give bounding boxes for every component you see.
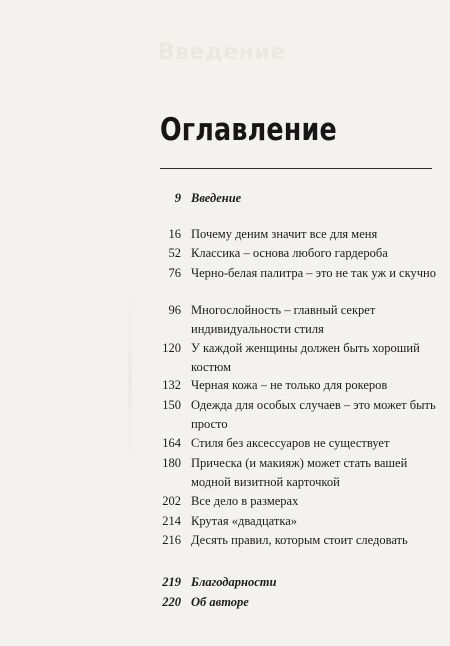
toc-title: Десять правил, которым стоит следовать bbox=[191, 533, 408, 547]
toc-page-number: 16 bbox=[168, 227, 181, 241]
toc-title: Черная кожа – не только для рокеров bbox=[191, 378, 388, 392]
toc-page-number: 96 bbox=[168, 303, 181, 317]
toc-page-number: 52 bbox=[168, 246, 181, 260]
toc-title: Стиля без аксессуаров не существует bbox=[191, 436, 390, 450]
title-divider bbox=[160, 168, 432, 169]
toc-page-number: 120 bbox=[162, 341, 181, 355]
toc-title: Прическа (и макияж) может стать вашей модной визитной карточкой bbox=[191, 456, 408, 489]
toc-page-number: 180 bbox=[162, 456, 181, 470]
toc-page-number: 219 bbox=[162, 575, 181, 589]
toc-page-number: 220 bbox=[162, 595, 181, 609]
toc-title: Почему деним значит все для меня bbox=[191, 227, 378, 241]
toc-title: Все дело в размерах bbox=[191, 494, 299, 508]
toc-title: Об авторе bbox=[191, 595, 249, 609]
toc-title: Крутая «двадцатка» bbox=[191, 514, 298, 528]
toc-title: Введение bbox=[191, 191, 242, 205]
page-gutter-shadow bbox=[128, 290, 132, 470]
toc-title: Многослойность – главный секрет индивидуальности стиля bbox=[191, 303, 376, 336]
toc-title: Благодарности bbox=[191, 575, 277, 589]
toc-page-number: 202 bbox=[162, 494, 181, 508]
toc-page-number: 132 bbox=[162, 378, 181, 392]
toc-page-number: 150 bbox=[162, 398, 181, 412]
toc-title: У каждой женщины должен быть хороший костюм bbox=[191, 341, 420, 374]
show-through-text: Введение bbox=[158, 40, 286, 65]
toc-title: Одежда для особых случаев – это может быть просто bbox=[191, 398, 436, 431]
page-title: Оглавление bbox=[160, 112, 337, 148]
toc-title: Классика – основа любого гардероба bbox=[191, 246, 388, 260]
toc-page-number: 9 bbox=[174, 191, 181, 205]
toc-title: Черно-белая палитра – это не так уж и скучно bbox=[191, 266, 436, 280]
toc-page-number: 216 bbox=[162, 533, 181, 547]
toc-page-number: 164 bbox=[162, 436, 181, 450]
toc-page-number: 214 bbox=[162, 514, 181, 528]
toc-page-number: 76 bbox=[168, 266, 181, 280]
